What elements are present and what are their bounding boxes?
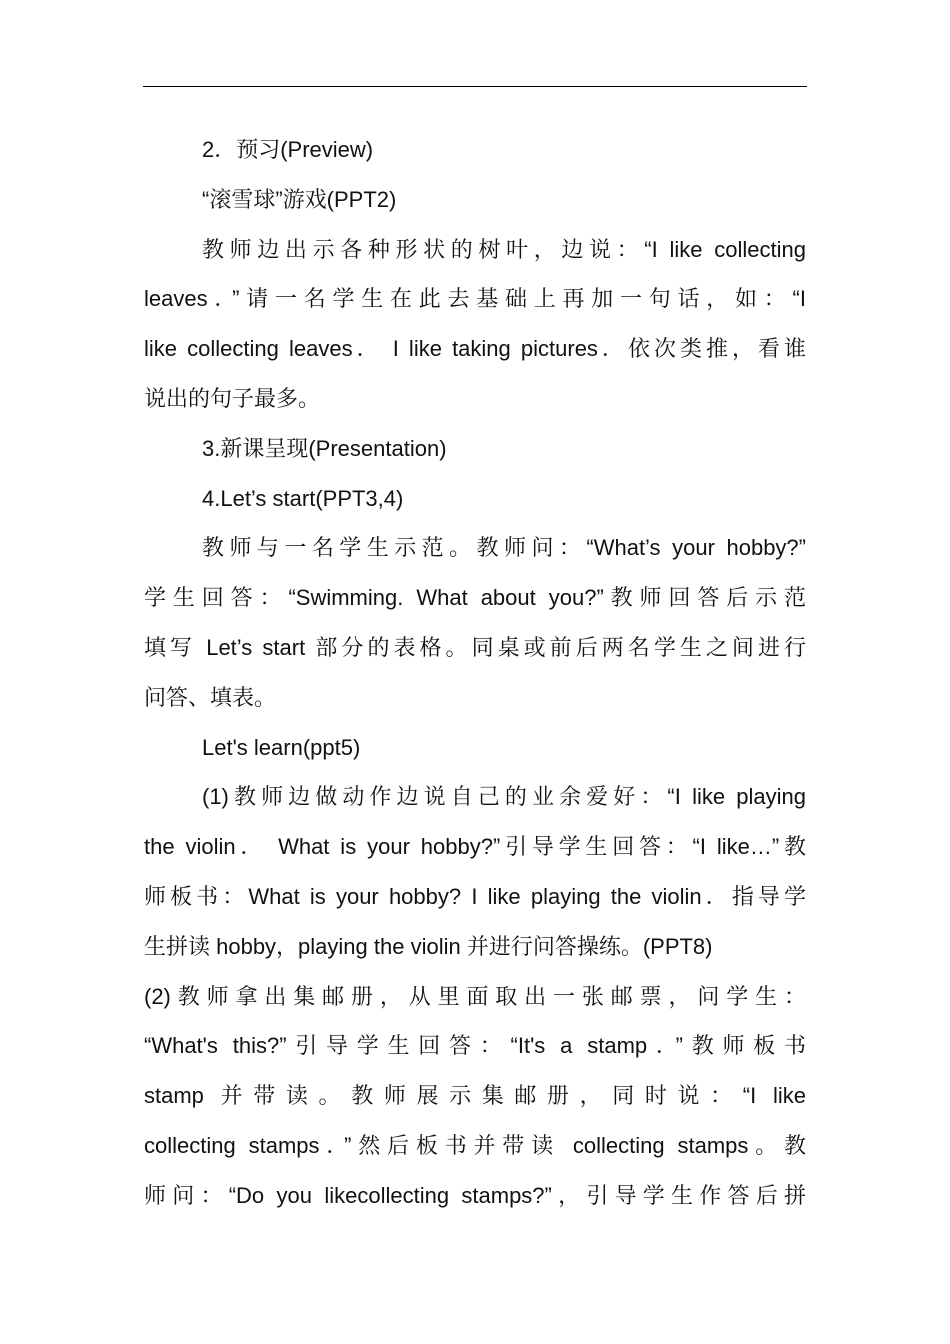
- snowball-game-heading: “滚雪球”游戏(PPT2): [202, 186, 397, 212]
- paragraph-line: 学生回答：“Swimming. What about you?”教师回答后示范: [144, 585, 806, 611]
- lets-start-heading: 4.Let’s start(PPT3,4): [202, 485, 404, 511]
- paragraph-line: stamp 并带读。教师展示集邮册，同时说：“I like: [144, 1083, 806, 1109]
- paragraph-line: 说出的句子最多。: [144, 385, 321, 411]
- header-rule: [143, 86, 807, 87]
- paragraph-line: 问答、填表。: [144, 684, 277, 710]
- preview-heading: 2．预习(Preview): [202, 137, 374, 162]
- presentation-heading: 3.新课呈现(Presentation): [202, 435, 447, 461]
- paragraph-line: collecting stamps．”然后板书并带读 collecting stamps。教: [144, 1132, 806, 1158]
- paragraph-line: (1)教师边做动作边说自己的业余爱好：“I like playing: [202, 784, 806, 810]
- paragraph-line: 教师边出示各种形状的树叶，边说：“I like collecting: [202, 236, 806, 262]
- paragraph-line: 师板书：What is your hobby? I like playing the violin．指导学: [144, 883, 806, 909]
- paragraph-line: 师问：“Do you likecollecting stamps?”，引导学生作答后拼: [144, 1182, 806, 1208]
- paragraph-line: (2)教师拿出集邮册，从里面取出一张邮票，问学生：: [144, 983, 806, 1009]
- lets-learn-heading: Let's learn(ppt5): [202, 734, 361, 760]
- paragraph-line: 生拼读 hobby，playing the violin 并进行问答操练。(PPT8): [144, 933, 713, 959]
- paragraph-line: the violin． What is your hobby?”引导学生回答：“I like…”教: [144, 834, 806, 860]
- paragraph-line: 填写 Let’s start 部分的表格。同桌或前后两名学生之间进行: [144, 634, 806, 660]
- paragraph-line: like collecting leaves． I like taking pictures．依次类推，看谁: [144, 336, 806, 362]
- paragraph-line: 教师与一名学生示范。教师问：“What’s your hobby?”: [202, 535, 806, 561]
- paragraph-line: “What's this?”引导学生回答：“It's a stamp．”教师板书: [144, 1033, 806, 1059]
- document-body: [144, 125, 806, 1221]
- paragraph-line: leaves．”请一名学生在此去基础上再加一句话，如：“I: [144, 286, 806, 312]
